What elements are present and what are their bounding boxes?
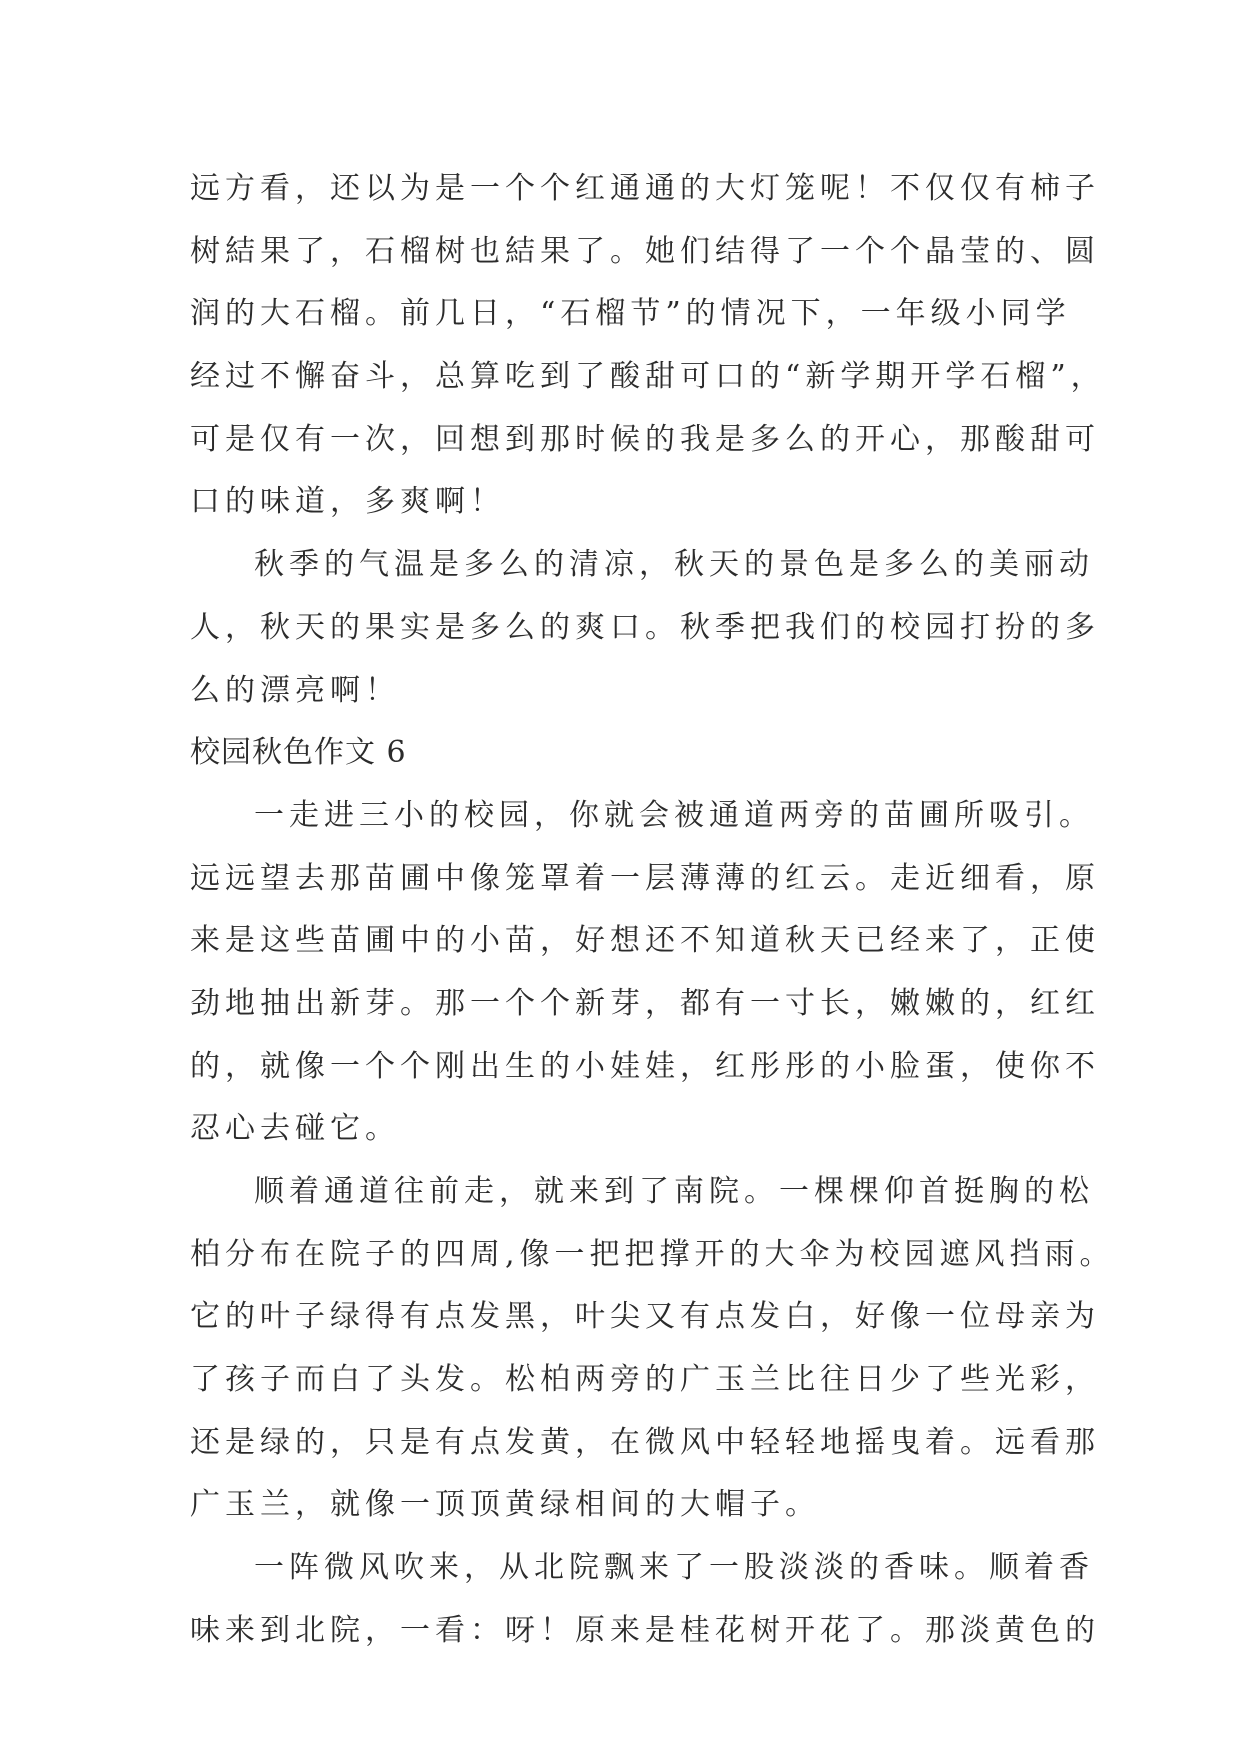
paragraph-first-line: 一阵微风吹来，从北院飘来了一股淡淡的香味。顺着香 (254, 1550, 1094, 1586)
text-line: 树結果了，石榴树也結果了。她们结得了一个个晶莹的、圆 (190, 233, 1100, 269)
text-line: 润的大石榴。前几日，“石榴节”的情况下，一年级小同学 (190, 296, 1071, 332)
text-line: 味来到北院，一看：呀！原来是桂花树开花了。那淡黄色的 (190, 1612, 1100, 1648)
text-line: 么的漂亮啊！ (190, 672, 400, 708)
text-line: 柏分布在院子的四周,像一把把撑开的大伞为校园遮风挡雨。 (190, 1236, 1115, 1272)
text-line: 口的味道，多爽啊！ (190, 484, 505, 520)
paragraph-first-line: 一走进三小的校园，你就会被通道两旁的苗圃所吸引。 (254, 797, 1094, 833)
text-line: 劲地抽出新芽。那一个个新芽，都有一寸长，嫩嫩的，红红 (190, 985, 1100, 1021)
text-line: 远远望去那苗圃中像笼罩着一层薄薄的红云。走近细看，原 (190, 860, 1100, 896)
paragraph-first-line: 秋季的气温是多么的清凉，秋天的景色是多么的美丽动 (254, 547, 1094, 583)
text-line: 来是这些苗圃中的小苗，好想还不知道秋天已经来了，正使 (190, 923, 1100, 959)
text-line: 它的叶子绿得有点发黑，叶尖又有点发白，好像一位母亲为 (190, 1299, 1100, 1335)
text-line: 还是绿的，只是有点发黄，在微风中轻轻地摇曳着。远看那 (190, 1424, 1100, 1460)
text-line: 了孩子而白了头发。松柏两旁的广玉兰比往日少了些光彩， (190, 1362, 1100, 1398)
paragraph-first-line: 顺着通道往前走，就来到了南院。一棵棵仰首挺胸的松 (254, 1174, 1094, 1209)
text-line: 可是仅有一次，回想到那时候的我是多么的开心，那酸甜可 (190, 421, 1100, 457)
section-heading: 校园秋色作文 6 (190, 735, 407, 771)
text-line: 广玉兰，就像一顶顶黄绿相间的大帽子。 (190, 1487, 820, 1523)
text-line: 忍心去碰它。 (190, 1111, 400, 1147)
document-body (190, 158, 1115, 1663)
text-line: 的，就像一个个刚出生的小娃娃，红彤彤的小脸蛋，使你不 (190, 1048, 1100, 1084)
text-line: 经过不懈奋斗，总算吃到了酸甜可口的“新学期开学石榴”， (190, 359, 1106, 395)
text-line: 远方看，还以为是一个个红通通的大灯笼呢！不仅仅有柿子 (190, 171, 1100, 206)
text-line: 人，秋天的果实是多么的爽口。秋季把我们的校园打扮的多 (190, 609, 1100, 645)
